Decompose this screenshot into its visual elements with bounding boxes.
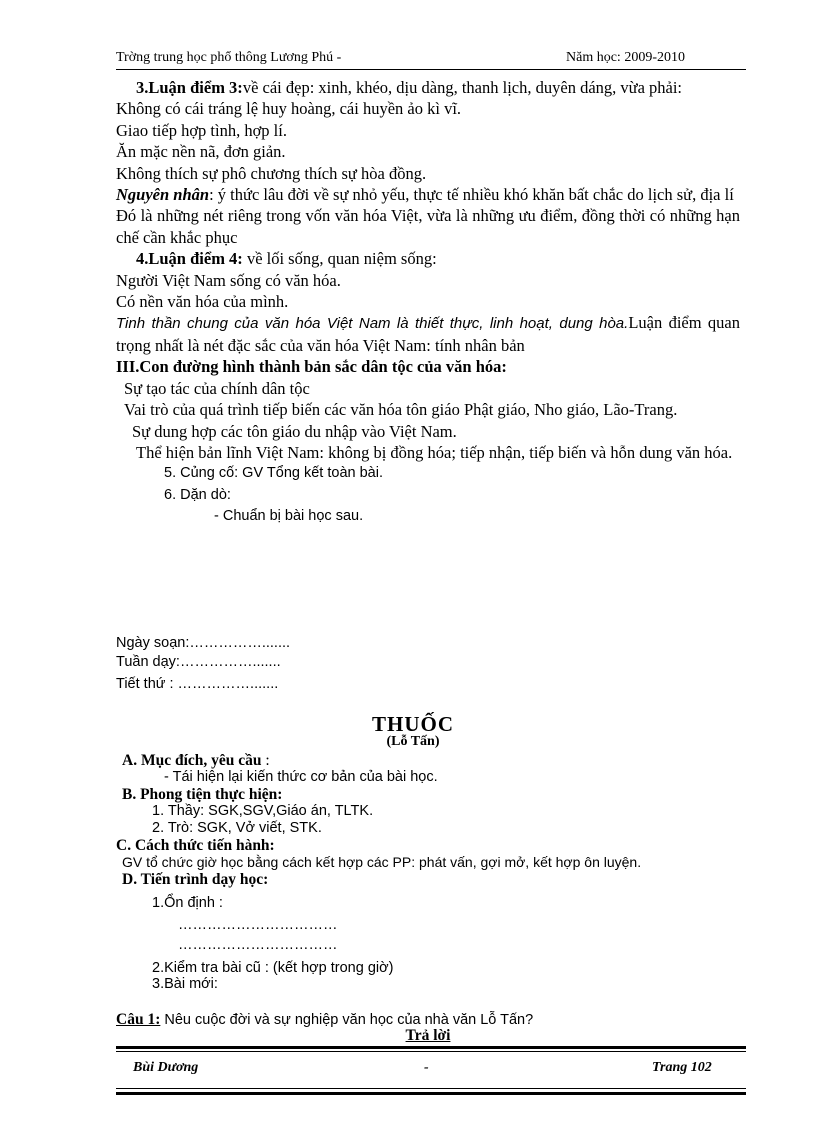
- item-a1: - Tái hiện lại kiến thức cơ bản của bài học.: [164, 769, 438, 785]
- item-c1: GV tổ chức giờ học bằng cách kết hợp các PP: phát vấn, gợi mở, kết hợp ôn luyện.: [122, 854, 642, 870]
- section-2: [116, 752, 746, 888]
- paragraph: Vai trò của quá trình tiếp biến các văn hóa tôn giáo Phật giáo, Nho giáo, Lão-Trang.: [124, 400, 678, 420]
- item-d1-dots-1: ……………………………: [178, 917, 338, 933]
- item-b2: 2. Trò: SGK, Vở viết, STK.: [152, 820, 322, 836]
- paragraph: Sự tạo tác của chính dân tộc: [124, 378, 310, 398]
- ngay-soan: Ngày soạn:…………….......: [116, 635, 291, 651]
- question-1: Câu 1: Nêu cuộc đời và sự nghiệp văn học của nhà văn Lỗ Tấn?: [116, 1011, 534, 1028]
- paragraph: Có nền văn hóa của mình.: [116, 292, 289, 312]
- step-dan-do: 6. Dặn dò:: [164, 486, 231, 503]
- tuan-day: Tuần dạy:…………….......: [116, 654, 281, 670]
- paragraph: Thể hiện bản lĩnh Việt Nam: không bị đồng hóa; tiếp nhận, tiếp biến và hỗn dung văn hóa.: [136, 442, 733, 462]
- footer-rule-thin: [116, 1051, 746, 1052]
- footer-rule-thick: [116, 1046, 746, 1049]
- step-chuan-bi: - Chuẩn bị bài học sau.: [214, 508, 364, 525]
- paragraph: Người Việt Nam sống có văn hóa.: [116, 270, 341, 290]
- footer-rule-bottom-2: [116, 1092, 746, 1095]
- tiet-thu: Tiết thứ : …………….......: [116, 676, 279, 692]
- answer-heading: Trả lời: [405, 1027, 451, 1044]
- header-year: Năm học: 2009-2010: [566, 50, 685, 65]
- item-d3: 3.Bài mới:: [152, 976, 218, 992]
- header-rule: [116, 69, 746, 70]
- paragraph: Sự dung hợp các tôn giáo du nhập vào Việt Nam.: [132, 421, 457, 441]
- heading-c: C. Cách thức tiến hành:: [116, 837, 275, 854]
- question-1-label: Câu 1:: [116, 1011, 161, 1028]
- paragraph-luan-diem-4: 4.Luận điểm 4: về lối sống, quan niệm sống:: [136, 249, 437, 269]
- item-d2: 2.Kiểm tra bài cũ : (kết hợp trong giờ): [152, 960, 394, 976]
- paragraph: Ăn mặc nền nã, đơn giản.: [116, 142, 286, 162]
- section-1: [116, 77, 740, 528]
- item-d1: 1.Ổn định :: [152, 895, 223, 911]
- lesson-title: THUỐC: [371, 712, 454, 736]
- item-b1: 1. Thầy: SGK,SGV,Giáo án, TLTK.: [152, 803, 374, 819]
- footer-author: Bùi Dương: [133, 1060, 199, 1075]
- heading-a: A. Mục đích, yêu cầu :: [122, 752, 270, 769]
- lesson-author: (Lỗ Tấn): [386, 734, 440, 749]
- heading-b: B. Phong tiện thực hiện:: [122, 786, 283, 803]
- paragraph-nguyen-nhan: Nguyên nhân: ý thức lâu đời về sự nhỏ yếu, thực tế nhiều khó khăn bất chắc do lịch sử, địa lí: [116, 185, 734, 205]
- heading-d: D. Tiến trình dạy học:: [122, 871, 269, 888]
- paragraph: Không có cái tráng lệ huy hoàng, cái huyền ảo kì vĩ.: [116, 99, 462, 119]
- label-luan-diem-4: 4.Luận điểm 4:: [136, 249, 243, 269]
- paragraph: Giao tiếp hợp tình, hợp lí.: [116, 120, 287, 140]
- paragraph: Đó là những nét riêng trong vốn văn hóa Việt, vừa là những ưu điểm, đồng thời có những hạn chế cần khắc phục: [116, 206, 740, 247]
- footer-rule-bottom-1: [116, 1088, 746, 1089]
- item-d1-dots-2: ……………………………: [178, 937, 338, 953]
- footer-page-number: Trang 102: [652, 1060, 712, 1075]
- paragraph-tinh-than: Tinh thần chung của văn hóa Việt Nam là thiết thực, linh hoạt, dung hòa.Luận điểm quan trọng nhất là nét đặc sắc của văn hóa Việt Nam: tính nhân bản: [116, 313, 740, 355]
- label-nguyen-nhan: Nguyên nhân: [116, 185, 210, 205]
- footer-separator: -: [424, 1060, 429, 1075]
- paragraph-luan-diem-3: 3.Luận điểm 3:về cái đẹp: xinh, khéo, dịu dàng, thanh lịch, duyên dáng, vừa phải:: [136, 78, 683, 97]
- heading-iii: III.Con đường hình thành bản sắc dân tộc của văn hóa:: [116, 357, 507, 377]
- header-school: Trờng trung học phổ thông Lương Phú -: [116, 50, 342, 65]
- paragraph: Không thích sự phô chương thích sự hòa đồng.: [116, 163, 427, 183]
- label-luan-diem-3: 3.Luận điểm 3:: [136, 78, 243, 97]
- step-cung-co: 5. Củng cố: GV Tổng kết toàn bài.: [164, 465, 383, 482]
